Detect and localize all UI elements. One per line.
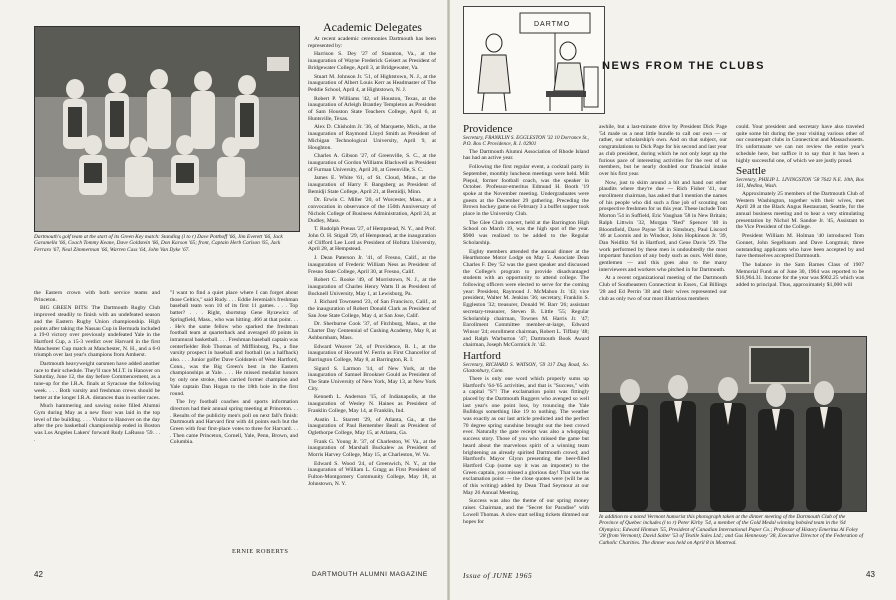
paragraph: Success was also the theme of our spring money raiser. Chairman, and the "Secret for Paradise" with Lowell Thomas. A slow start selling tickets dimmed our hopes for <box>463 498 589 525</box>
paragraph: Austin L. Starrett '29, of Atlanta, Ga., at the inauguration of Paul Remember Beall as President of Oglethorpe College, May 15, at Atlanta, Ga. <box>308 416 436 436</box>
golf-team-photo-image <box>35 27 299 231</box>
page-number-left: 42 <box>34 570 43 579</box>
paragraph: Approximately 25 members of the Dartmouth Club of Western Washington, together with their wives, met April 28 at the Black Angus Restaurant, Seattle, for the annual business meeting and to hear a very stimulating presentation by Nichol M. Sandoe Jr. '45, Assistant to the Vice President of the College. <box>736 190 864 231</box>
quebec-dinner-photo-image <box>600 337 866 511</box>
paragraph: J. Richard Townsend '23, of San Francisco, Calif., at the inauguration of Robert Donald Clark as President of San Jose State College, May 4, at San Jose, Calif. <box>308 299 436 319</box>
club-column-c <box>736 124 864 291</box>
section-title: NEWS FROM THE CLUBS <box>602 60 765 72</box>
paragraph: President William M. Holman '40 introduced Tom Gonnet, John Segelbaum and Dave Longmuir, three outstanding applicants who have been accepted by and have themselves accepted Dartmouth. <box>736 233 864 260</box>
providence-heading: Providence <box>463 123 513 135</box>
paragraph: "I want to find a quiet place where I can forget about those Celtics," said Rudy. . . . Eddie Jeremiah's freshman baseball team won 10 of its first 11 games. . . . Top batter? . . . Right, shortstop Gene Ryzewicz of Springfield, Mass., who was hitting .466 at that point. . . . He's the same fellow who sparked the freshman football team at quarterback and averaged 40 points in intramural basketball. . . . Freshman baseball captain was centerfielder Bob Thomas of Mifflinburg, Pa., a fine varsity prospect in baseball and football (as a halfback) also. . . . Junior golfer Dave Goldstein of West Hartford, Conn., was the Big Green's best in the Eastern championships at Yale. . . . He missed medalist honors by only one stroke, then carried former champion and Yale captain Dan Hogan to the 18th hole in the first round. <box>170 290 298 397</box>
right-page <box>450 0 896 600</box>
club-column-a <box>463 124 589 527</box>
paragraph: Dr. Erwin C. Miller '20, of Worcester, Mass., at a convocation in observance of the 150th Anniversary of Nichols College of Business Administration, April 24, at Dudley, Mass. <box>308 197 436 224</box>
paragraph: The Dartmouth Alumni Association of Rhode Island has had an active year. <box>463 148 589 162</box>
quebec-photo-caption: In addition to a noted Vermont humorist this photograph taken at the dinner meeting of the Dartmouth Club of the Province of Quebec includes (l to r) Peter Kirby '54, a member of the Gold Medal winning bobsled team in the '64 Olympics; Edward Hinman '55, President of Canadian International Paper Co.; Professor of History Emeritus Al Foley '28 (from Vermont); David Salter '53 of Textile Sales Ltd.; and Gus Hennessey '38, Executive Director of the Federation of Catholic Charities. The dinner was held on April 8 in Montreal. <box>599 514 864 546</box>
delegates-column <box>308 36 436 490</box>
paragraph: Dr. Sherburne Cook '37, of Fitchburg, Mass., at the Charter Day Centennial of Cushing Academy, May 8, at Ashburnham, Mass. <box>308 321 436 341</box>
paragraph: There is only one word which properly sums up Hartford's '64-'65 activities, and that is "Success," with a capital "S"! The exclamation point was fittingly placed by the Dartmouth Ruggers who avenged so well last year's one point loss, by trouncing the Yale Bulldogs something like 19 to nothing. The weather was exactly as our last article predicted and the perfect 70 degree spring sunshine brought out the best crowd ever. Naturally the gate receipt was also a whopping success story. Those of you who missed the game but heard about the marvelous spirit of a winning team brightening an already spirited Dartmouth crowd; and Hartford's Mayor Glynn presenting the beer-filled Hartford Cup (some say it was an imposter) to the Green captain, you missed a glorious day! That was the exclamation point — the close quotes were (will be as of this writing) added by Dean Thad Seymour at our May 26 Annual Meeting. <box>463 375 589 496</box>
paragraph: Frank G. Young Jr. '37, of Charleston, W. Va., at the inauguration of Marshall Buckalew as President of Morris Harvey College, May 15, at Charleston, W. Va. <box>308 438 436 459</box>
paragraph: The balance in the Sam Barnes Class of 1907 Memorial Fund as of June 30, 1964 was reported to be $16,964.31. Income for the year was $902.25 which was added to principal. Thus, approximately $1,000 will <box>736 261 864 289</box>
paragraph: awhile, but a last-minute drive by President Dick Page '54 made us a neat little bundle to call our own — or rather, our scholarship's own. And on that subject, our congratulations to Dick Page for his second and last year as club president, during which he not only kept up the furious pace of interesting activities for the rest of us members, but he nearly doubled our financial intake over his first year. <box>599 124 727 177</box>
paragraph: Sigurd S. Larmon '14, of New York, at the inauguration of Samuel Brookner Gould as President of The State University of New York, May 13, at New York City. <box>308 365 436 392</box>
paragraph: At recent academic ceremonies Dartmouth has been represented by: <box>308 36 436 49</box>
paragraph: Eighty members attended the annual dinner at the Hearthstone Motor Lodge on May 5. Associate Dean Charles F. Dey '52 was the guest speaker and discussed the College's program to provide disadvantaged students with an opportunity to attend college. The following officers were elected to serve for the coming year: President, Raymond J. McMahon Jr. '43; vice president, Walter M. Jenkins '36; secretary, Franklin S. Eggleston '32; treasurer, Donald W. Barr '26; assistant secretary-treasurer, Steven B. Little '55; Regular Scholarship chairman, Townes M. Harris Jr. '47; Enrollment Committee member-at-large, Edward Winsor '24; enrollment chairman, Robert L. Tiffany '48; and Ralph Warburton '47; Dartmouth Book Award chairman, Joseph McCormick Jr. '42. <box>463 248 589 349</box>
paragraph: At a recent organizational meeting of the Dartmouth Club of Southeastern Connecticut in Essex, Cal Billings '28 and Ed Perrin '38 and their wives represented our club as only two of our most illustrious members <box>599 275 727 302</box>
page-number-right: 43 <box>866 570 875 579</box>
club-column-b <box>599 124 727 304</box>
issue-date: Issue of JUNE 1965 <box>463 571 533 580</box>
paragraph: Now, just to skim around a bit and hand out other plaudits where they're due — Rich Fisher '41, our enrollment chairman, has asked that I mention the names of his people who did such a fine job of scouting out prospective freshmen for us this year. These include Tom Morton '54 in Suffield, Eric Vaughan '58 in New Britain; Ralph Littwin '32, Morgan "Red" Spencer '40 in Bloomfield, Dave Payne '58 in Simsbury, Paul Liscord '46 at Loomis and in Windsor, John Hopkinson Jr. '39, Dan Neidlitz '64 in Hartford, and Gene Davis '29. The work performed by these men is undoubtedly the most important function of any body such as ours. Well done, gentlemen — and this goes also to the many interviewers and workers who pitched in for Dartmouth. <box>599 179 727 273</box>
paragraph: Charles A. Gibson '27, of Greenville, S. C., at the inauguration of Gordon Williams Blackwell as President of Furman University, April 20, at Greenville, S. C. <box>308 153 436 173</box>
paragraph: BIG GREEN BITS: The Dartmouth Rugby Club improved steadily to finish with an undefeated season and the Eastern Rugby Union championship. High points after taking the Nassau Cup in Bermuda included a 19-0 victory over previously undefeated Yale in the Hartford Cup, a 15-3 verdict over Harvard in the first Manchester Cup match at Manchester, N. H., and a 6-0 triumph over last year's champions from Amherst. <box>34 305 160 359</box>
club-illustration <box>463 6 605 114</box>
paragraph: Robert C. Rooke '49, of Morristown, N. J., at the inauguration of Charles Henry Watts II as President of Bucknell University, May 1, at Lewisburg, Pa. <box>308 277 436 297</box>
quebec-dinner-photo <box>599 336 867 512</box>
hartford-heading: Hartford <box>463 350 501 363</box>
paragraph: Dartmouth heavyweight oarsmen have added another race to their schedule. They'll race M.I.T. in Hanover on Saturday, June 12, the day before Commencement, as a tune-up for the I.R.A. finals at Syracuse the following week. . . . Both varsity and freshman crews should be better at the longer I.R.A. distances than in earlier races. <box>34 361 160 401</box>
paragraph: Kenneth L. Anderson '15, of Indianapolis, at the inauguration of Wesley N. Haines as President of Franklin College, May 14, at Franklin, Ind. <box>308 394 436 414</box>
paragraph: Edward S. Wood '24, of Greenwich, N. Y., at the inauguration of William L. Gragg as First President of Fulton-Montgomery Community College, May 18, at Johnstown, N. Y. <box>308 460 436 487</box>
paragraph: Stuart M. Johnson Jr. '51, of Hightstown, N. J., at the inauguration of Albert Louis Kerr as Headmaster of The Peddie School, April 4, at Hightstown, N. J. <box>308 73 436 93</box>
providence-secretary: Secretary, FRANKLIN S. EGGLESTON '32 10 Dorrance St., P.O. Box C Providence, R. I. 02901 <box>463 134 589 147</box>
author-byline: ERNIE ROBERTS <box>232 548 289 555</box>
paragraph: could. Your president and secretary have also traveled quite some bit during the year visiting various other of our counterpart clubs in Connecticut and Massachusetts. It's unfortunate we can not review the entire year's schedule here, but suffice it to say that it has been a highly successful one, of which we are justly proud. <box>736 124 864 164</box>
hartford-secretary: Secretary, RICHARD S. WATSON, '59 317 Dug Road, So. Glastonbury, Conn. <box>463 361 589 374</box>
paragraph: Following the first regular event, a cocktail party in September, monthly luncheon meetings were held. Milt Piepul, former football coach, was the speaker in October. Professor-emeritus Edmund H. Booth '19 spoke at the November meeting. Undergraduates were guests at the December 29 gathering. Preceding the Brown hockey game on February 3 a buffet supper took place in the University Club. <box>463 164 589 218</box>
seattle-heading: Seattle <box>736 165 766 178</box>
paragraph: Edward Weaver '24, of Providence, R. I., at the inauguration of Howard W. Ferrin as First Chancellor of Barrington College, May 8, at Barrington, R. I. <box>308 343 436 363</box>
golf-photo-caption: Dartmouth's golf team at the start of its Green Key match: Standing (l to r) Dave Potthoff '66, Jim Everett '66, Jack Garamella '66, Coach Tommy Keane, Dave Goldstein '66, Don Karson '65; front, Captain Herb Carlson '65, Jack Ferraro '67, Neal Zimmerman '66, Warren Cass '64, John Van Dyke '67. <box>34 234 283 253</box>
sports-column-1 <box>34 290 160 445</box>
paragraph: James E. White '61, of St. Cloud, Minn., at the inauguration of Harry F. Bangsberg as President of Bemidji State College, April 21, at Bemidji, Minn. <box>308 175 436 195</box>
paragraph: the Eastern crown with both service teams and Princeton. <box>34 290 160 303</box>
sports-column-2 <box>170 290 298 448</box>
paragraph: T. Rudolph Preuss '27, of Hempstead, N. Y., and Prof. John O. H. Stigall '29, of Hempstead, at the inauguration of Clifford Lee Lord as President of Hofstra University, April 28, at Hempstead. <box>308 226 436 253</box>
golf-team-photo <box>34 26 300 232</box>
paragraph: The Glee Club concert, held at the Barrington High School on March 19, was the high spot of the year. $900 was realized to be added to the Regular Scholarship. <box>463 219 589 246</box>
paragraph: J. Dean Paterson Jr. '41, of Fresno, Calif., at the inauguration of Frederic William Ness as President of Fresno State College, April 30, at Fresno, Calif. <box>308 255 436 275</box>
paragraph: Robert P. Williams '42, of Houston, Texas, at the inauguration of Arleigh Brantley Templeton as President of Sam Houston State Teachers College, April 6, at Huntsville, Texas. <box>308 95 436 122</box>
left-page <box>0 0 447 600</box>
paragraph: Alex D. Chisholm Jr. '36, of Marquette, Mich., at the inauguration of Raymond Lloyd Smith as President of Michigan Technological University, April 9, at Houghton. <box>308 124 436 151</box>
paragraph: Harrison S. Dey '27 of Staunton, Va., at the inauguration of Wayne Frederick Geisert as President of Bridgewater College, April 3, at Bridgewater, Va. <box>308 51 436 71</box>
seattle-secretary: Secretary, PHILIP L. LIVINGSTON '58 7642 N.E. 10th, Box 161, Medina, Wash. <box>736 176 864 189</box>
illustration-label: DARTMO <box>534 21 571 28</box>
academic-delegates-title: Academic Delegates <box>323 20 422 34</box>
magazine-footer: DARTMOUTH ALUMNI MAGAZINE <box>312 571 428 578</box>
paragraph: The Ivy football coaches and sports information directors had their annual spring meeting at Princeton. . . . Results of the publicity men's poll on next fall's finish: Dartmouth and Harvard first with 44 points each but the Green with four first-place votes to three for Harvard. . . . Then came Princeton, Cornell, Yale, Penn, Brown, and Columbia. <box>170 399 298 446</box>
paragraph: Much hammering and sawing noise filled Alumni Gym during May as a new floor was laid in the top level of the building. . . . Visitor to Hanover on the day after the pro basketball championship ended in Boston was Los Angeles Lakers' forward Rudy LaRusso '59. . . . <box>34 403 160 443</box>
